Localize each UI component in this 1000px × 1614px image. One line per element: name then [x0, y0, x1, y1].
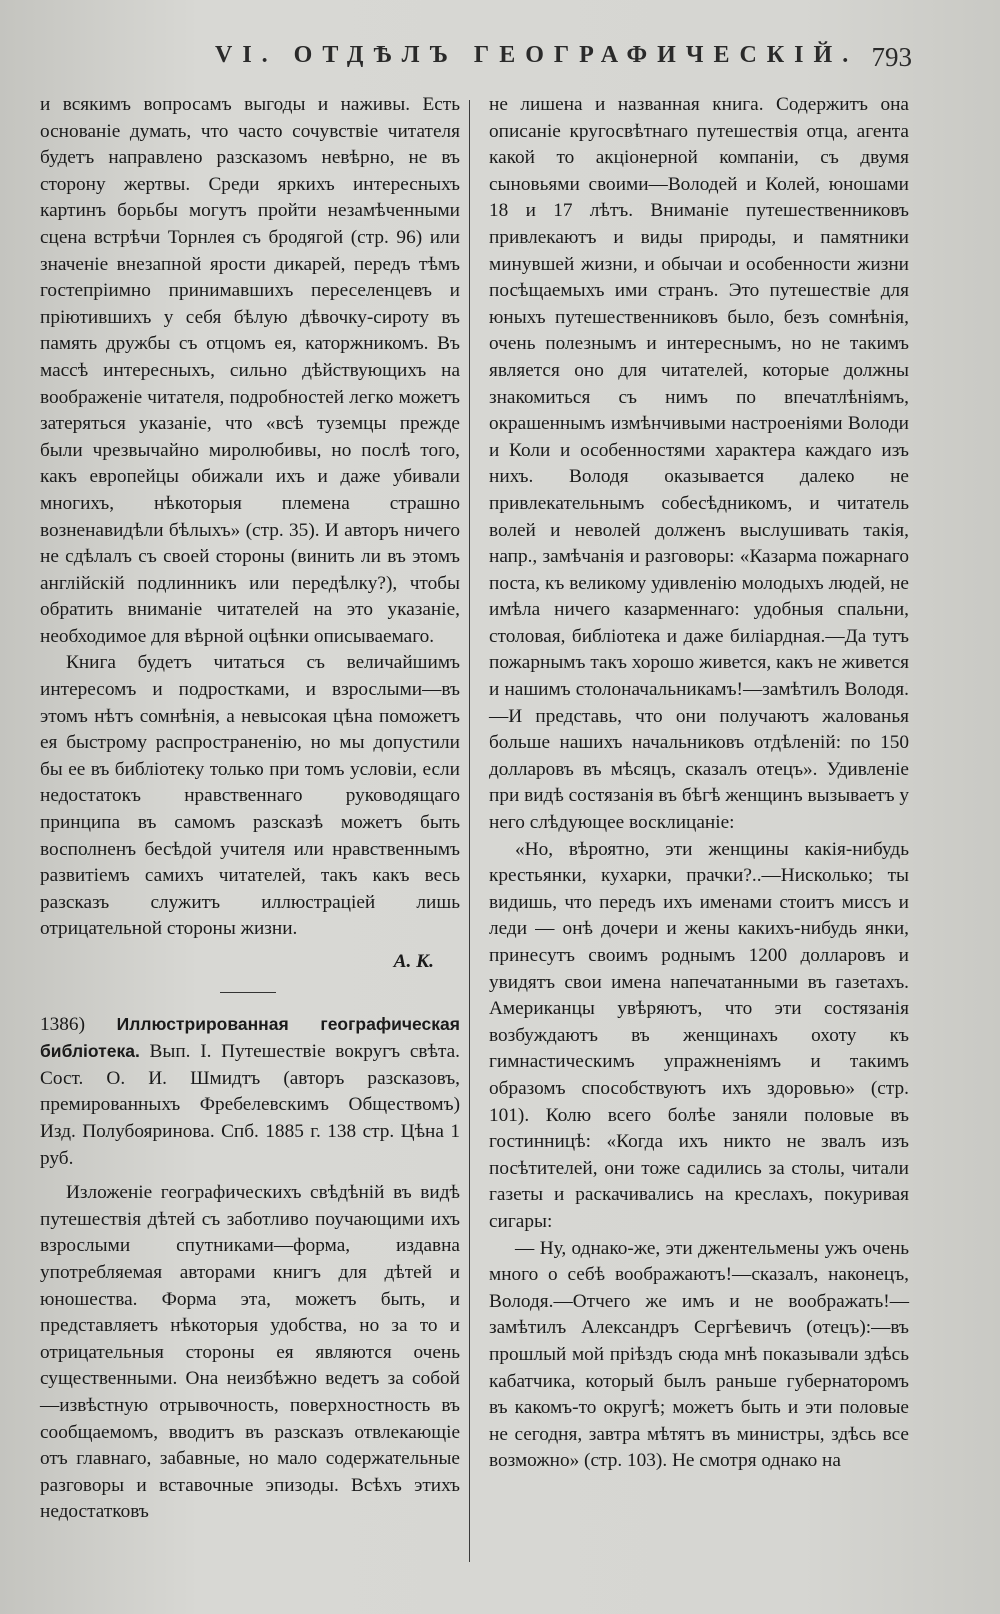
section-separator — [220, 992, 276, 993]
entry-title: Иллюстрированная географическая библіотека. — [40, 1013, 460, 1062]
entry-number: 1386) — [40, 1013, 85, 1035]
bibliographic-entry — [40, 1011, 460, 1173]
column-rule — [469, 100, 470, 1562]
paragraph: Изложеніе географическихъ свѣдѣній въ видѣ путешествія дѣтей съ заботливо поучающими ихъ взрослыми спутниками—форма, издавна употребляемая авторами книгъ для дѣтей и юношества. Форма эта, можетъ быть, и представляетъ нѣкоторыя удобства, но за то и отрицательныя стороны ея являются очень существенными. Она неизбѣжно ведетъ за собой—извѣстную отрывочность, поверхностность въ сообщаемомъ, вводитъ въ разсказъ отвлекающіе отъ главнаго, забавные, но мало содержательные разговоры и вставочные эпизоды. Всѣхъ этихъ недостатковъ — [40, 1182, 460, 1523]
paragraph: — Ну, однако-же, эти джентельмены ужъ очень много о себѣ воображаютъ!—сказалъ, наконецъ, Володя.—Отчего же имъ и не воображать!—замѣтилъ Александръ Сергѣевичъ (отецъ):—въ прошлый мой пріѣздъ сюда мнѣ показывали здѣсь кабатчика, который былъ раньше губернаторомъ въ какомъ-то округѣ; можетъ быть и эти половые не сегодня, завтра мѣтятъ въ министры, здѣсь все возможно» (стр. 103). Не смотря однако на — [489, 1237, 909, 1472]
running-head: VI. ОТДѢЛЪ ГЕОГРАФИЧЕСКІЙ. — [215, 42, 859, 68]
left-column — [40, 92, 460, 1526]
page-number: 793 — [871, 42, 912, 72]
page-header — [0, 38, 1000, 78]
paragraph: не лишена и названная книга. Содержитъ она описаніе кругосвѣтнаго путешествія отца, агента какой то акціонерной компаніи, съ двумя сыновьями своими—Володей и Колей, юношами 18 и 17 лѣтъ. Вниманіе путешественниковъ привлекаютъ и виды природы, и памятники минувшей жизни, и обычаи и особенности жизни посѣщаемыхъ ими странъ. Это путешествіе для юныхъ путешественниковъ было, безъ сомнѣнія, очень полезнымъ и интереснымъ, но не такимъ является оно для читателей, которые должны знакомиться съ нимъ по впечатлѣніямъ, окрашеннымъ измѣнчивыми настроеніями Володи и Коли и особенностями характера каждаго изъ нихъ. Володя оказывается далеко не привлекательнымъ собесѣдникомъ, и читатель волей и неволей долженъ выслушивать такія, напр., замѣчанія и разговоры: «Казарма пожарнаго поста, къ великому удивленію молодыхъ людей, не имѣла ничего казарменнаго: удобныя спальни, столовая, библіотека и даже биліардная.—Да тутъ пожарнымъ такъ хорошо живется, какъ не живется и нашимъ столоначальникамъ!—замѣтилъ Володя.—И представь, что они получаютъ жалованья больше нашихъ начальниковъ отдѣленій: по 150 долларовъ въ мѣсяцъ, сказалъ отецъ». Удивленіе при видѣ состязанія въ бѣгѣ женщинъ вызываетъ у него слѣдующее восклицаніе: — [489, 94, 909, 834]
paragraph: Книга будетъ читаться съ величайшимъ интересомъ и подростками, и взрослыми—въ этомъ нѣтъ сомнѣнія, а невысокая цѣна поможетъ ея быстрому распространенію, но мы допустили бы ее въ библіотеку только при томъ условіи, если недостатокъ нравственнаго руководящаго принципа въ самомъ разсказѣ можетъ быть восполненъ бесѣдой учителя или нравственнымъ развитіемъ самихъ читателей, такъ какъ весь разсказъ служитъ иллюстраціей лишь отрицательной стороны жизни. — [40, 652, 460, 940]
paragraph: и всякимъ вопросамъ выгоды и наживы. Есть основаніе думать, что часто сочувствіе читателя будетъ направлено разсказомъ невѣрно, не въ сторону жертвы. Среди яркихъ интересныхъ картинъ борьбы могутъ пройти незамѣченными сцена встрѣчи Торнлея съ бродягой (стр. 96) или значеніе внезапной ярости дикарей, передъ тѣмъ гостепріимно принимавшихъ переселенцевъ и пріютившихъ у себя бѣлую дѣвочку-сироту въ память дружбы съ отцомъ ея, каторжникомъ. Въ массѣ интересныхъ, сильно дѣйствующихъ на воображеніе читателя, подробностей легко можетъ затеряться указаніе, что «всѣ туземцы прежде были чрезвычайно миролюбивы, но послѣ того, какъ европейцы обижали ихъ и даже убивали многихъ, нѣкоторыя племена страшно возненавидѣли бѣлыхъ» (стр. 35). И авторъ ничего не сдѣлалъ съ своей стороны (винить ли въ этомъ англійскій подлинникъ или передѣлку?), чтобы обратить вниманіе читателей на это указаніе, необходимое для вѣрной оцѣнки описываемаго. — [40, 94, 460, 647]
entry-details: Вып. I. Путешествіе вокругъ свѣта. Сост. О. И. Шмидтъ (авторъ разсказовъ, премированныхъ Фребелевскимъ Обществомъ) Изд. Полубояринова. Спб. 1885 г. 138 стр. Цѣна 1 руб. — [40, 1041, 460, 1169]
right-column — [489, 92, 909, 1475]
paragraph: «Но, вѣроятно, эти женщины какія-нибудь крестьянки, кухарки, прачки?..—Нисколько; ты видишь, что передъ ихъ именами стоитъ миссъ и леди — онѣ дочери и жены какихъ-нибудь янки, принесутъ своимъ роднымъ 1200 долларовъ и увидятъ свои имена напечатанными въ газетахъ. Американцы увѣряютъ, что эти состязанія возбуждаютъ въ женщинахъ охоту къ гимнастическимъ упражненіямъ и такимъ образомъ способствуютъ ихъ здоровью» (стр. 101). Колю всего болѣе заняли половые въ гостинницѣ: «Когда ихъ никто не звалъ изъ посѣтителей, они тоже садились за столы, читали газеты и раскачивались на креслахъ, покуривая сигары: — [489, 838, 909, 1232]
review-signature: А. К. — [393, 951, 434, 972]
